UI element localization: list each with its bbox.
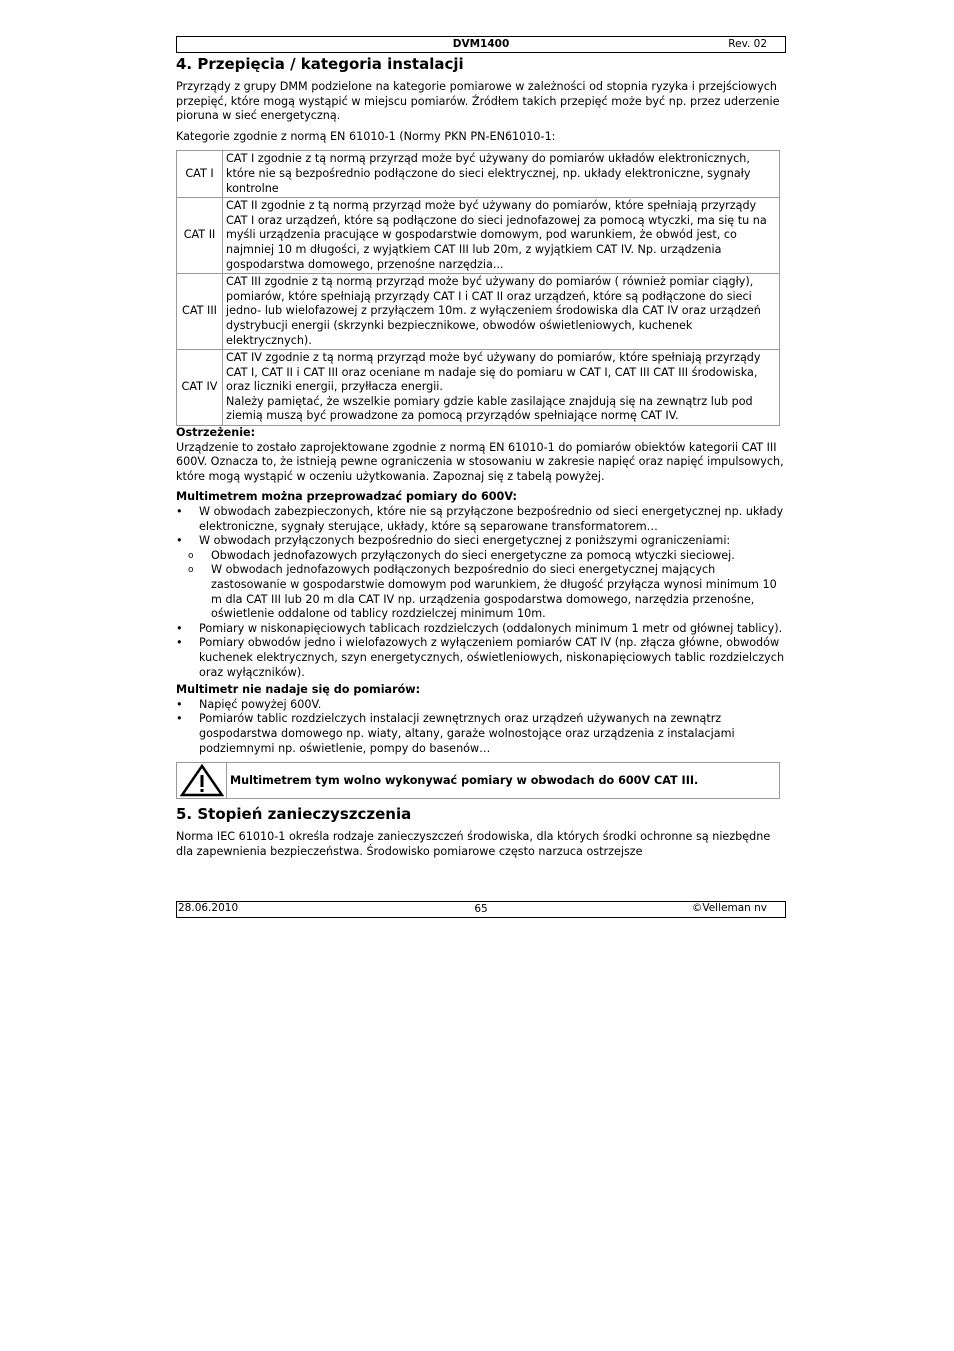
warning-triangle-icon bbox=[177, 763, 227, 798]
category-description-text: CAT IV zgodnie z tą normą przyrząd może być używany do pomiarów, które spełniają przyrządy CAT I, CAT II i CAT III oraz oceniane m nadaje się do pomiaru w CAT I, CAT III CAT III środowiska, oraz liczniki energii, przyłłacza energii. bbox=[226, 351, 761, 394]
header-revision: Rev. 02 bbox=[728, 38, 767, 50]
list-item bbox=[176, 563, 786, 621]
header-title: DVM1400 bbox=[452, 38, 510, 50]
circle-bullet-icon: o bbox=[188, 550, 194, 561]
page-footer bbox=[176, 901, 786, 918]
bullet-icon: • bbox=[176, 636, 183, 650]
list-item-text: Pomiary obwodów jedno i wielofazowych z wyłączeniem pomiarów CAT IV (np. złącza główne, obwodów kuchenek elektrycznych, szyn energetycznych, oświetleniowych, niskonapięciowych tablic rozdzielczych oraz wyłączników). bbox=[199, 636, 785, 679]
notice-text: Multimetrem tym wolno wykonywać pomiary w obwodach do 600V CAT III. bbox=[230, 774, 699, 788]
warning-title: Ostrzeżenie: bbox=[176, 426, 256, 440]
category-label: CAT III bbox=[177, 274, 223, 350]
list-item-text: Obwodach jednofazowych przyłączonych do sieci energetyczne za pomocą wtyczki sieciowej. bbox=[211, 548, 735, 562]
list-item bbox=[176, 534, 786, 549]
notice-box bbox=[176, 762, 780, 799]
category-description bbox=[223, 350, 780, 426]
intro-paragraph: Przyrządy z grupy DMM podzielone na kategorie pomiarowe w zależności od stopnia ryzyka i przejściowych przepięć, które mogą wystąpić w miejscu pomiarów. Źródłem takich przepięć może być np. przez uderzenie pioruna w sieć energetyczną. bbox=[176, 80, 780, 123]
table-row bbox=[177, 274, 780, 350]
table-row bbox=[177, 350, 780, 426]
list-item bbox=[176, 698, 786, 713]
warning-text: Urządzenie to zostało zaprojektowane zgodnie z normą EN 61010-1 do pomiarów obiektów kategorii CAT III 600V. Oznacza to, że istnieją pewne ograniczenia w stosowaniu w zakresie napięć oraz napięć impulsowych, które mogą wystąpić w oczeniu użytkowania. Zapoznaj się z tabelą powyżej. bbox=[176, 440, 784, 483]
table-row bbox=[177, 151, 780, 198]
list-item bbox=[176, 712, 786, 756]
bullet-icon: • bbox=[176, 712, 183, 726]
category-description: CAT I zgodnie z tą normą przyrząd może być używany do pomiarów układów elektronicznych, które nie są bezpośrednio podłączone do sieci elektrycznej, np. układy elektroniczne, sygnały kontrolne bbox=[223, 151, 780, 198]
category-table bbox=[176, 150, 780, 426]
category-description: CAT III zgodnie z tą normą przyrząd może być używany do pomiarów ( również pomiar ciągły), pomiarów, które spełniają przyrządy CAT I i CAT II oraz urządzeń, które są podłączone do sieci jedno- lub wielofazowej z przyłączem 10m. z wyłączeniem środowiska dla CAT IV oraz urządzeń dystrybucji energii (skrzynki bezpiecznikowe, obwodów oświetleniowych, kuchenek elektrycznych). bbox=[223, 274, 780, 350]
list-item-text: W obwodach jednofazowych podłączonych bezpośrednio do sieci energetycznej mających zastosowanie w gospodarstwie domowym pod warunkiem, że długość przyłącza wynosi minimum 10 m dla CAT III lub 20 m dla CAT IV np. urządzenia gospodarstwa domowego, narzędzia przenośne, oświetlenie oddalone od tablicy rozdzielczej minimum 10m. bbox=[211, 563, 777, 621]
table-row bbox=[177, 198, 780, 274]
footer-date: 28.06.2010 bbox=[178, 902, 239, 914]
page-content bbox=[176, 36, 786, 859]
bullet-icon: • bbox=[176, 621, 183, 635]
category-label: CAT IV bbox=[177, 350, 223, 426]
list-item bbox=[176, 636, 786, 680]
bullet-icon: • bbox=[176, 505, 183, 519]
page-header bbox=[176, 36, 786, 53]
list-item bbox=[176, 549, 786, 564]
bullet-icon: • bbox=[176, 534, 183, 548]
list-item-text: W obwodach zabezpieczonych, które nie są przyłączone bezpośrednio od sieci energetycznej np. układy elektroniczne, sygnały sterujące, układy, które są separowane transformatorem… bbox=[199, 505, 784, 533]
list-item-text: Pomiarów tablic rozdzielczych instalacji zewnętrznych oraz urządzeń używanych na zewnątrz gospodarstwa domowego np. wiaty, altany, garaże wolnostojące oraz urządzenia z instalacjami podziemnymi np. oświetlenie, pompy do basenów… bbox=[199, 712, 735, 755]
category-label: CAT II bbox=[177, 198, 223, 274]
notsuited-list bbox=[176, 698, 786, 756]
bullet-icon: • bbox=[176, 697, 183, 711]
list-item bbox=[176, 622, 786, 637]
notsuited-title: Multimetr nie nadaje się do pomiarów: bbox=[176, 683, 421, 697]
page-number: 65 bbox=[474, 903, 488, 915]
category-description-note: Należy pamiętać, że wszelkie pomiary gdzie kable zasilające znajdują się na zewnątrz lub pod ziemią muszą być prowadzone za pomocą przyrządów spełniające normę CAT IV. bbox=[226, 394, 753, 423]
section-heading: 5. Stopień zanieczyszczenia bbox=[176, 805, 412, 824]
list-item bbox=[176, 505, 786, 534]
list-item-text: Pomiary w niskonapięciowych tablicach rozdzielczych (oddalonych minimum 1 metr od głównej tablicy). bbox=[199, 621, 783, 635]
list-item-text: W obwodach przyłączonych bezpośrednio do sieci energetycznej z poniższymi ograniczeniami: bbox=[199, 534, 731, 548]
allowed-sublist bbox=[176, 549, 786, 622]
norm-paragraph: Kategorie zgodnie z normą EN 61010-1 (Normy PKN PN-EN61010-1: bbox=[176, 129, 556, 143]
category-label: CAT I bbox=[177, 151, 223, 198]
allowed-list bbox=[176, 505, 786, 549]
category-description: CAT II zgodnie z tą normą przyrząd może być używany do pomiarów, które spełniają przyrządy CAT I oraz urządzeń, które są podłączone do sieci jednofazowej za pomocą wtyczki, ma się tu na myśli urządzenia pracujące w gospodarstwie domowym, pod warunkiem, że obwód jest, co najmniej 10 m długości, z wyjątkiem CAT III lub 20m, z wyjątkiem CAT IV. Np. urządzenia gospodarstwa domowego, przenośne narzędzia... bbox=[223, 198, 780, 274]
section5-paragraph: Norma IEC 61010-1 określa rodzaje zanieczyszczeń środowiska, dla których środki ochronne są niezbędne dla zapewnienia bezpieczeństwa. Środowisko pomiarowe często narzuca ostrzejsze bbox=[176, 830, 771, 858]
list-item-text: Napięć powyżej 600V. bbox=[199, 697, 322, 711]
circle-bullet-icon: o bbox=[188, 565, 194, 576]
allowed-title: Multimetrem można przeprowadzać pomiary do 600V: bbox=[176, 490, 517, 504]
footer-copyright: ©Velleman nv bbox=[691, 902, 767, 914]
section-heading: 4. Przepięcia / kategoria instalacji bbox=[176, 55, 464, 73]
allowed-list-more bbox=[176, 622, 786, 680]
